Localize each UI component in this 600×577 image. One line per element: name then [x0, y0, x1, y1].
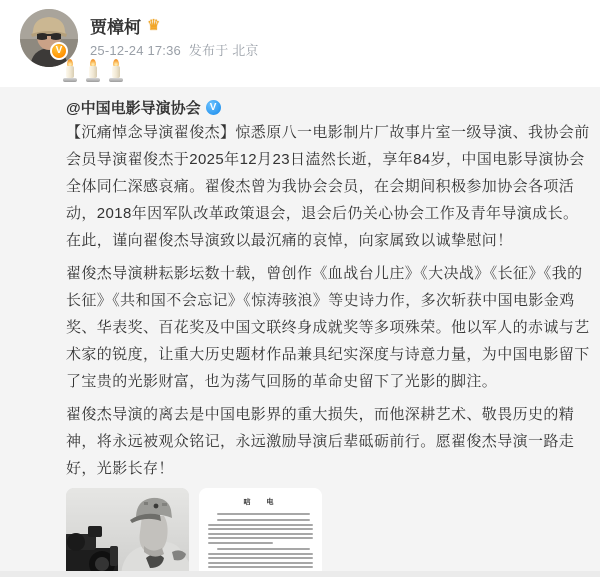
- document-text-lines: [208, 519, 313, 544]
- candle-icon: [85, 59, 101, 82]
- attachment-row: [66, 488, 592, 577]
- director-photo: [66, 488, 189, 577]
- candle-icon: [62, 59, 78, 82]
- document-text-lines: [208, 548, 313, 573]
- orange-verified-icon: V: [50, 42, 68, 60]
- vip-crown-icon: ♛: [147, 16, 161, 34]
- repost-paragraph: 【沉痛悼念导演翟俊杰】惊悉原八一电影制片厂故事片室一级导演、我协会前会员导演翟俊杰于2025年12月23日溘然长逝，享年84岁，中国电影导演协会全体同仁深感哀痛。翟俊杰曾为我协会会员，在会期间积极参加协会各项活动，2018年因军队改革政策退会，退会后仍关心协会工作及青年导演成长。在此，谨向翟俊杰导演致以最沉痛的哀悼，向家属致以诚挚慰问！: [66, 124, 590, 249]
- condolence-document-thumbnail[interactable]: [199, 488, 322, 577]
- card-bottom-divider: [0, 571, 600, 577]
- repost-paragraph: 翟俊杰导演耕耘影坛数十载，曾创作《血战台儿庄》《大决战》《长征》《我的长征》《共和国不会忘记》《惊涛骇浪》等史诗力作，多次斩获中国电影金鸡奖、华表奖、百花奖及中国文联终身成就奖等多项殊荣。他以军人的赤诚与艺术家的锐度，让重大历史题材作品兼具纪实深度与诗意力量，为中国电影留下了宝贵的光影财富，也为荡气回肠的革命史留下了光影的脚注。: [66, 265, 590, 390]
- post-location: 发布于 北京: [188, 43, 259, 58]
- repost-author-handle[interactable]: @中国电影导演协会: [66, 99, 201, 117]
- repost-paragraph: 翟俊杰导演的离去是中国电影界的重大损失，而他深耕艺术、敬畏历史的精神，将永远被观众铭记，永远激励导演后辈砥砺前行。愿翟俊杰导演一路走好，光影长存！: [66, 406, 575, 477]
- post-meta: [90, 40, 263, 59]
- document-text-lines: [208, 513, 313, 515]
- director-photo-thumbnail[interactable]: [66, 488, 189, 577]
- repost-quote-area: [0, 87, 600, 577]
- blue-verified-icon: V: [206, 100, 221, 115]
- candle-emoji-row: [62, 59, 124, 82]
- author-name[interactable]: 贾樟柯: [90, 18, 141, 37]
- document-title: 唁 电: [243, 499, 281, 506]
- post-timestamp: 25-12-24 17:36: [90, 43, 181, 58]
- candle-icon: [108, 59, 124, 82]
